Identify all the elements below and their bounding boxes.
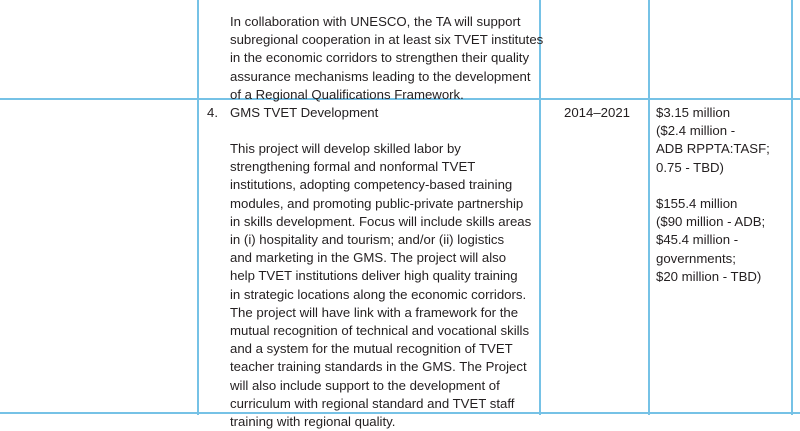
previous-row-description: In collaboration with UNESCO, the TA will support subregional cooperation in at least six TVET institutes in the economic corridors to strengthen their quality assurance mechanisms leading to the development of a Regional Qualifications Framework. [230, 14, 544, 102]
project-period: 2014–2021 [564, 105, 631, 120]
project-number: 4. [207, 105, 218, 120]
table-column-border [197, 0, 199, 415]
project-funding-ta: $3.15 million ($2.4 million - ADB RPPTA:TASF; 0.75 - TBD) [656, 105, 770, 175]
table-column-border [648, 0, 650, 415]
project-funding-loan: $155.4 million ($90 million - ADB; $45.4 million - governments; $20 million - TBD) [656, 196, 766, 284]
project-description: This project will develop skilled labor by strengthening formal and nonformal TVET institutions, adopting competency-based training modules, and promoting public-private partnership in skills development. Focus will include skills areas in (i) hospitality and tourism; and/or (ii) logistics and marketing in the GMS. The project will also help TVET institutions deliver high quality training in strategic locations along the economic corridors. The project will have link with a framework for the mutual recognition of technical and vocational skills and a system for the mutual recognition of TVET teacher training standards in the GMS. The Project will also include support to the development of curriculum with regional standard and TVET staff training with regional quality. [230, 141, 532, 430]
project-title: GMS TVET Development [230, 105, 379, 120]
table-column-border [791, 0, 793, 415]
